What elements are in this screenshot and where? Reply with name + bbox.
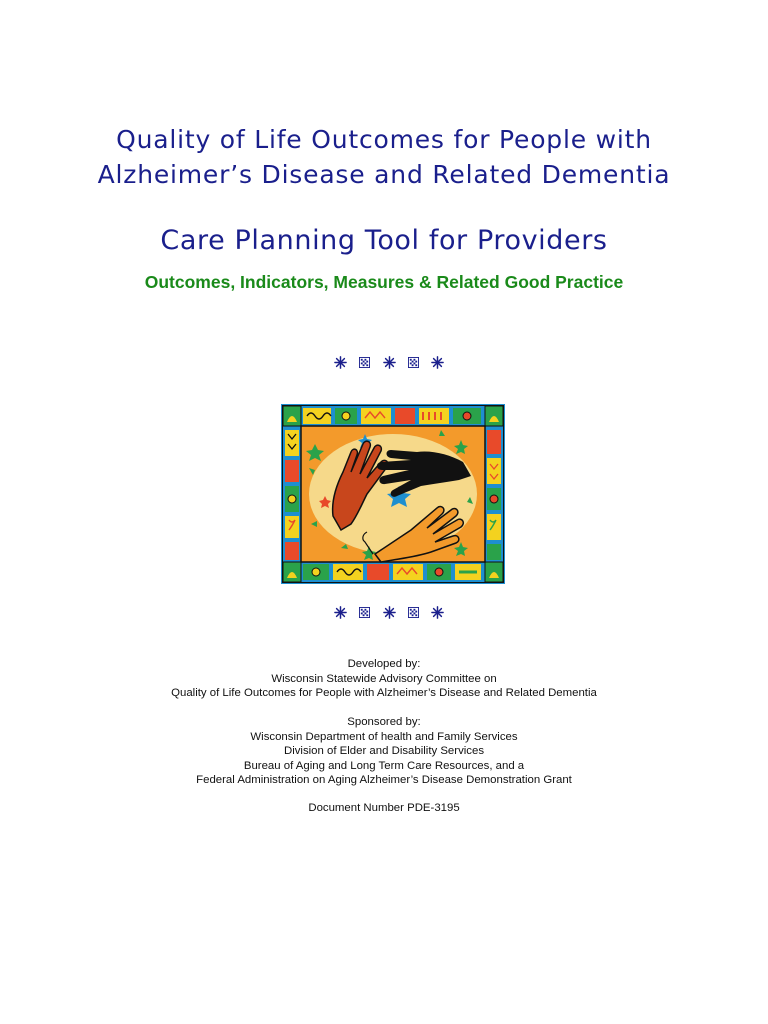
ornament-divider-top <box>334 352 444 372</box>
checker-square-icon <box>359 357 370 368</box>
sponsor-line: Federal Administration on Aging Alzheimer’s Disease Demonstration Grant <box>196 774 572 786</box>
ornament-divider-bottom <box>334 602 444 622</box>
document-number: Document Number PDE-3195 <box>308 802 460 814</box>
tagline: Outcomes, Indicators, Measures & Related Good Practice <box>144 272 624 292</box>
sponsor-line: Division of Elder and Disability Services <box>283 745 485 757</box>
developer-line: Wisconsin Statewide Advisory Committee on <box>271 672 497 685</box>
asterisk-icon <box>334 356 347 369</box>
asterisk-icon <box>431 606 444 619</box>
developed-by-label: Developed by: <box>347 658 421 670</box>
asterisk-icon <box>334 606 347 619</box>
asterisk-icon <box>383 356 396 369</box>
developed-by-block <box>0 657 768 701</box>
developer-line: Quality of Life Outcomes for People with Alzheimer’s Disease and Related Dementia <box>171 687 597 699</box>
asterisk-icon <box>383 606 396 619</box>
checker-square-icon <box>359 607 370 618</box>
sponsored-by-block <box>0 715 768 788</box>
sponsored-by-label: Sponsored by: <box>347 716 421 728</box>
hands-mosaic-illustration <box>281 404 505 584</box>
title-line-2: Alzheimer’s Disease and Related Dementia <box>97 160 671 189</box>
checker-square-icon <box>408 357 419 368</box>
checker-square-icon <box>408 607 419 618</box>
sponsor-line: Wisconsin Department of health and Family Services <box>250 730 518 743</box>
title-line-1: Quality of Life Outcomes for People with <box>116 125 652 154</box>
sponsor-line: Bureau of Aging and Long Term Care Resources, and a <box>243 759 525 772</box>
asterisk-icon <box>431 356 444 369</box>
subtitle: Care Planning Tool for Providers <box>160 225 608 256</box>
